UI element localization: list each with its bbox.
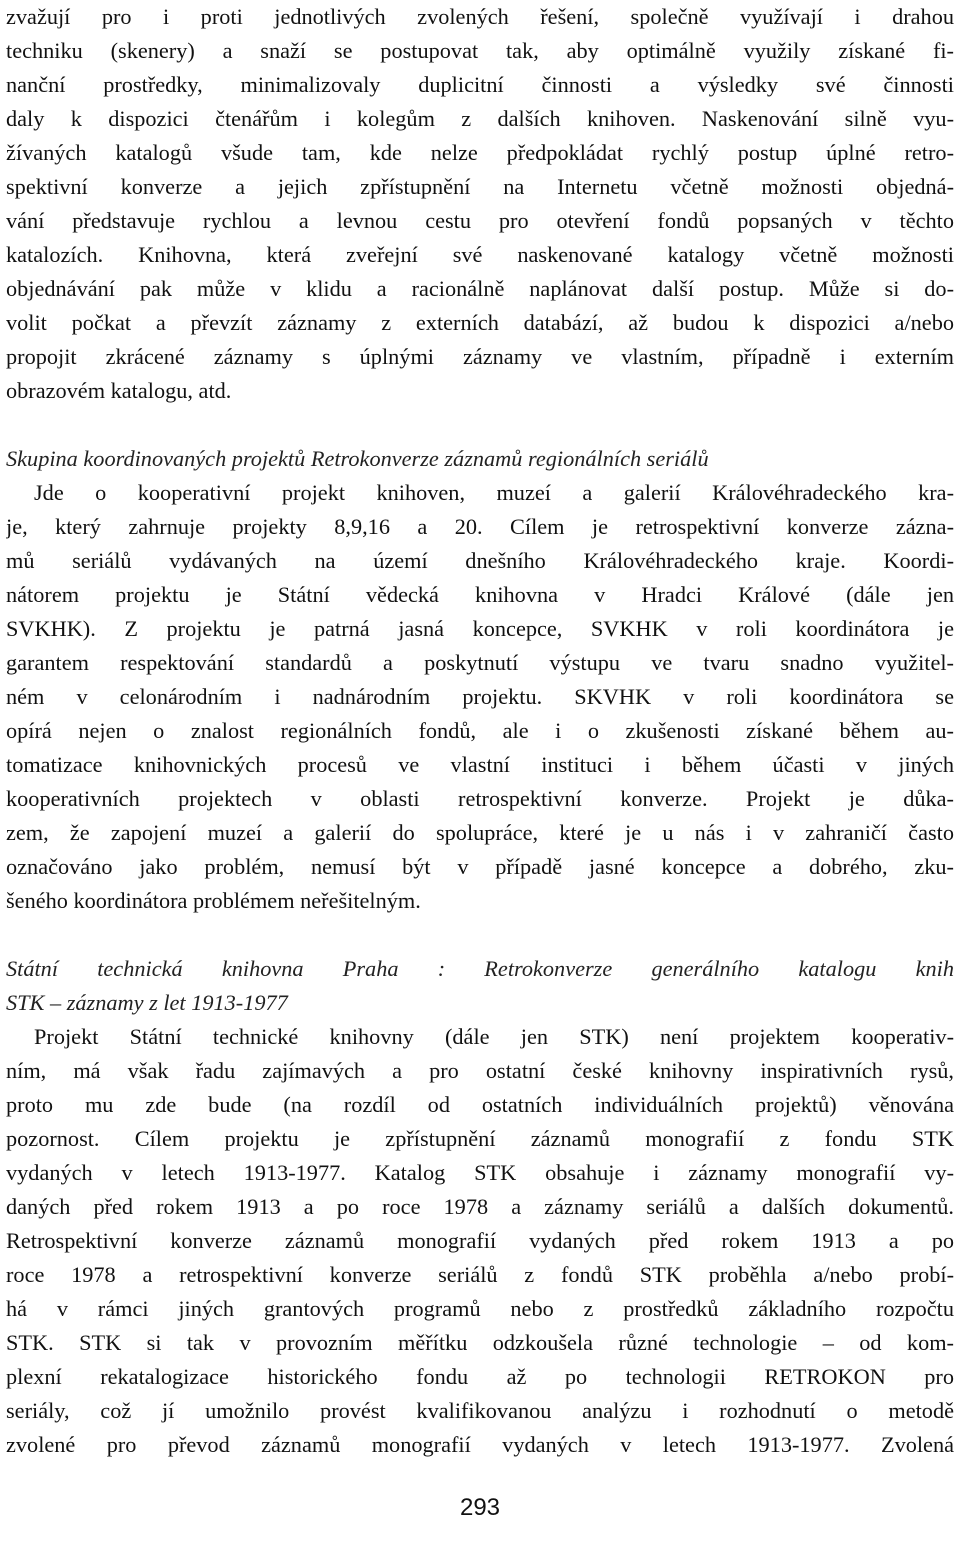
text-line: Jde o kooperativní projekt knihoven, muzeí a galerií Královéhradeckého kra- <box>34 480 954 505</box>
text-line: há v rámci jiných grantových programů nebo z prostředků základního rozpočtu <box>6 1296 954 1321</box>
text-line: označováno jako problém, nemusí být v případě jasné koncepce a dobrého, zku- <box>6 854 954 879</box>
text-line: plexní rekatalogizace historického fondu až po technologii RETROKON pro <box>6 1364 954 1389</box>
text-line: zvolené pro převod záznamů monografií vydaných v letech 1913-1977. Zvolená <box>6 1432 954 1457</box>
text-line: spektivní konverze a jejich zpřístupnění na Internetu včetně možnosti objedná- <box>6 174 954 199</box>
text-line: daly k dispozici čtenářům i kolegům z dalších knihoven. Naskenování silně vyu- <box>6 106 954 131</box>
text-line: SVKHK). Z projektu je patrná jasná koncepce, SVKHK v roli koordinátora je <box>6 616 954 641</box>
page-number: 293 <box>459 1494 501 1521</box>
section-heading: STK – záznamy z let 1913-1977 <box>6 990 288 1015</box>
section-regional-serials <box>6 442 954 918</box>
text-line: objednávání pak může v klidu a racionálně naplánovat další postup. Může si do- <box>6 276 954 301</box>
text-line: vání představuje rychlou a levnou cestu pro otevření fondů popsaných v těchto <box>6 208 954 233</box>
text-line: proto mu zde bude (na rozdíl od ostatních individuálních projektů) věnována <box>6 1092 954 1117</box>
text-line: ním, má však řadu zajímavých a pro ostatní české knihovny inspirativních rysů, <box>6 1058 954 1083</box>
text-line: ném v celonárodním i nadnárodním projektu. SKVHK v roli koordinátora se <box>6 684 954 709</box>
document-page <box>6 0 954 1462</box>
text-line: katalozích. Knihovna, která zveřejní své naskenované katalogy včetně možnosti <box>6 242 954 267</box>
text-line: pozornost. Cílem projektu je zpřístupnění záznamů monografií z fondu STK <box>6 1126 954 1151</box>
section-stk-catalog <box>6 952 954 1462</box>
text-line: zvažují pro i proti jednotlivých zvolených řešení, společně využívají i drahou <box>6 4 954 29</box>
text-line: Projekt Státní technické knihovny (dále jen STK) není projektem kooperativ- <box>34 1024 954 1049</box>
text-line: zem, že zapojení muzeí a galerií do spolupráce, které je u nás i v zahraničí často <box>6 820 954 845</box>
text-line: žívaných katalogů všude tam, kde nelze předpokládat rychlý postup úplné retro- <box>6 140 954 165</box>
text-line: šeného koordinátora problémem neřešitelným. <box>6 888 421 913</box>
text-line: opírá nejen o znalost regionálních fondů, ale i o zkušenosti získané během au- <box>6 718 954 743</box>
text-line: garantem respektování standardů a poskytnutí výstupu ve tvaru snadno využitel- <box>6 650 954 675</box>
text-line: seriály, což jí umožnilo provést kvalifikovanou analýzu i rozhodnutí o metodě <box>6 1398 954 1423</box>
text-line: Retrospektivní konverze záznamů monografií vydaných před rokem 1913 a po <box>6 1228 954 1253</box>
section-heading: Státní technická knihovna Praha : Retrokonverze generálního katalogu knih <box>6 956 954 981</box>
text-line: kooperativních projektech v oblasti retrospektivní konverze. Projekt je důka- <box>6 786 954 811</box>
text-line: daných před rokem 1913 a po roce 1978 a záznamy seriálů a dalších dokumentů. <box>6 1194 954 1219</box>
text-line: mů seriálů vydávaných na území dnešního Královéhradeckého kraje. Koordi- <box>6 548 954 573</box>
paragraph-gap <box>6 918 954 952</box>
text-line: nátorem projektu je Státní vědecká knihovna v Hradci Králové (dále jen <box>6 582 954 607</box>
text-line: STK. STK si tak v provozním měřítku odzkoušela různé technologie – od kom- <box>6 1330 954 1355</box>
text-line: nanční prostředky, minimalizovaly duplicitní činnosti a výsledky své činnosti <box>6 72 954 97</box>
text-line: volit počkat a převzít záznamy z externích databází, až budou k dispozici a/nebo <box>6 310 954 335</box>
intro-paragraph <box>6 0 954 408</box>
text-line: roce 1978 a retrospektivní konverze seriálů z fondů STK proběhla a/nebo probí- <box>6 1262 954 1287</box>
text-line: je, který zahrnuje projekty 8,9,16 a 20. Cílem je retrospektivní konverze zázna- <box>6 514 954 539</box>
text-line: techniku (skenery) a snaží se postupovat tak, aby optimálně využily získané fi- <box>6 38 954 63</box>
text-line: tomatizace knihovnických procesů ve vlastní instituci i během účasti v jiných <box>6 752 954 777</box>
paragraph-gap <box>6 408 954 442</box>
text-line: propojit zkrácené záznamy s úplnými záznamy ve vlastním, případně i externím <box>6 344 954 369</box>
text-line: obrazovém katalogu, atd. <box>6 378 232 403</box>
section-heading: Skupina koordinovaných projektů Retrokonverze záznamů regionálních seriálů <box>6 446 709 471</box>
text-line: vydaných v letech 1913-1977. Katalog STK obsahuje i záznamy monografií vy- <box>6 1160 954 1185</box>
